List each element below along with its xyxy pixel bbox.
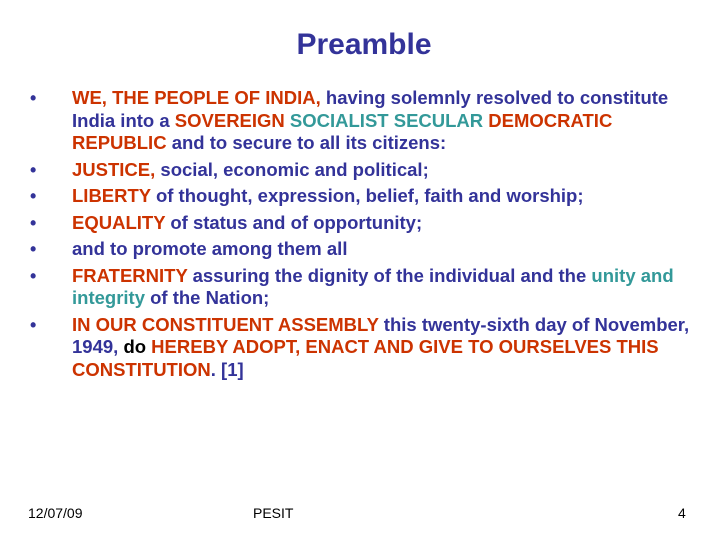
bullet-text-span: HEREBY ADOPT, ENACT AND GIVE TO OURSELVES THIS CONSTITUTION	[72, 336, 659, 380]
footer-date: 12/07/09	[28, 505, 83, 521]
bullet-text-span: of the Nation;	[144, 287, 270, 308]
bullet-text-span: social, economic and political;	[155, 158, 429, 180]
bullet-item	[30, 265, 690, 310]
bullet-text-span: this twenty-sixth day of November, 1949,	[72, 313, 690, 357]
bullet-text-span: FRATERNITY	[72, 264, 188, 286]
bullet-dot-icon: •	[30, 265, 37, 286]
bullet-text-span: having solemnly resolved to constitute India into a	[72, 87, 669, 131]
bullet-text-span: . [1]	[210, 358, 244, 380]
bullet-dot-icon: •	[30, 239, 37, 259]
bullet-text-span: and to promote among them all	[72, 238, 348, 259]
slide-title: Preamble	[296, 28, 432, 61]
bullet-dot-icon: •	[30, 88, 37, 108]
bullet-text-span: DEMOCRATIC REPUBLIC	[72, 109, 613, 153]
bullet-text-span: of thought, expression, belief, faith and worship;	[150, 185, 584, 206]
bullet-text-span: IN OUR CONSTITUENT ASSEMBLY	[72, 313, 379, 335]
bullet-dot-icon: •	[30, 186, 37, 206]
bullet-item	[30, 238, 690, 261]
bullet-text-span: LIBERTY	[72, 185, 151, 206]
bullet-dot-icon: •	[30, 212, 37, 233]
footer-center-text: PESIT	[253, 505, 294, 521]
bullet-text-span: and to secure to all its citizens:	[166, 132, 447, 153]
bullet-text-span: JUSTICE,	[72, 158, 156, 180]
bullet-text-span: WE, THE PEOPLE OF INDIA,	[72, 87, 321, 108]
bullet-dot-icon: •	[30, 314, 37, 335]
bullet-text-span: do	[123, 336, 147, 357]
bullet-item	[30, 87, 690, 155]
bullet-text-span: SOVEREIGN	[174, 109, 285, 131]
bullet-text-span: unity and integrity	[72, 264, 674, 308]
bullet-text-span: assuring the dignity of the individual and the	[187, 264, 592, 286]
bullet-item	[30, 185, 690, 208]
bullet-item	[30, 159, 690, 182]
bullet-list	[30, 87, 690, 385]
bullet-dot-icon: •	[30, 159, 37, 180]
bullet-text-span: EQUALITY	[72, 211, 166, 233]
bullet-item	[30, 314, 690, 382]
footer-page-number: 4	[678, 505, 686, 521]
bullet-text-span: of status and of opportunity;	[165, 211, 423, 233]
bullet-text-span: SOCIALIST SECULAR	[284, 109, 484, 131]
bullet-item	[30, 212, 690, 235]
